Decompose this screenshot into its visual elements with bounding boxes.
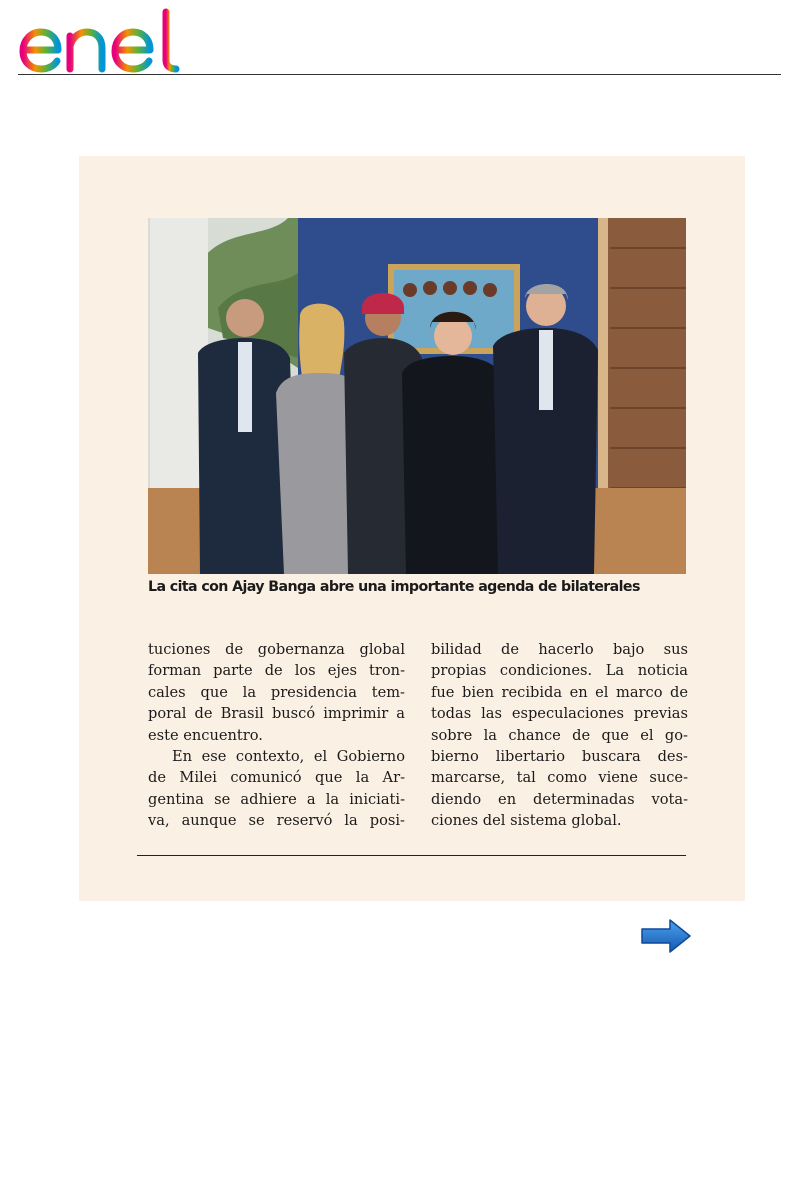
article-line: sobre la chance de que el go- — [431, 726, 688, 744]
enel-logo — [18, 6, 198, 74]
header-divider — [18, 74, 781, 75]
photo-caption: La cita con Ajay Banga abre una importante agenda de bilaterales — [148, 579, 640, 595]
article-column-right — [431, 639, 688, 832]
article-line: fue bien recibida en el marco de — [431, 683, 688, 701]
article-divider — [137, 855, 686, 856]
group-photo-icon — [148, 218, 686, 574]
article-line: este encuentro. — [148, 726, 263, 744]
news-clipping — [79, 156, 745, 901]
article-line: cales que la presidencia tem- — [148, 683, 405, 701]
article-line: En ese contexto, el Gobierno — [172, 748, 405, 766]
article-line: ciones del sistema global. — [431, 812, 622, 830]
article-line: forman parte de los ejes tron- — [148, 662, 405, 680]
article-line: poral de Brasil buscó imprimir a — [148, 705, 405, 723]
article-line: gentina se adhiere a la iniciati- — [148, 790, 405, 808]
article-line: tuciones de gobernanza global — [148, 641, 405, 658]
article-line: bilidad de hacerlo bajo sus — [431, 641, 688, 658]
article-line: marcarse, tal como viene suce- — [431, 769, 688, 787]
article-line: va, aunque se reservó la posi- — [148, 812, 405, 830]
article-column-left — [148, 639, 405, 832]
article-line: de Milei comunicó que la Ar- — [148, 769, 405, 787]
article-line: todas las especulaciones previas — [431, 705, 688, 723]
arrow-right-icon[interactable] — [640, 918, 692, 954]
article-line: propias condiciones. La noticia — [431, 662, 688, 680]
article-line: bierno libertario buscara des- — [431, 748, 688, 766]
article-line: diendo en determinadas vota- — [431, 790, 688, 808]
group-photo — [148, 218, 686, 574]
